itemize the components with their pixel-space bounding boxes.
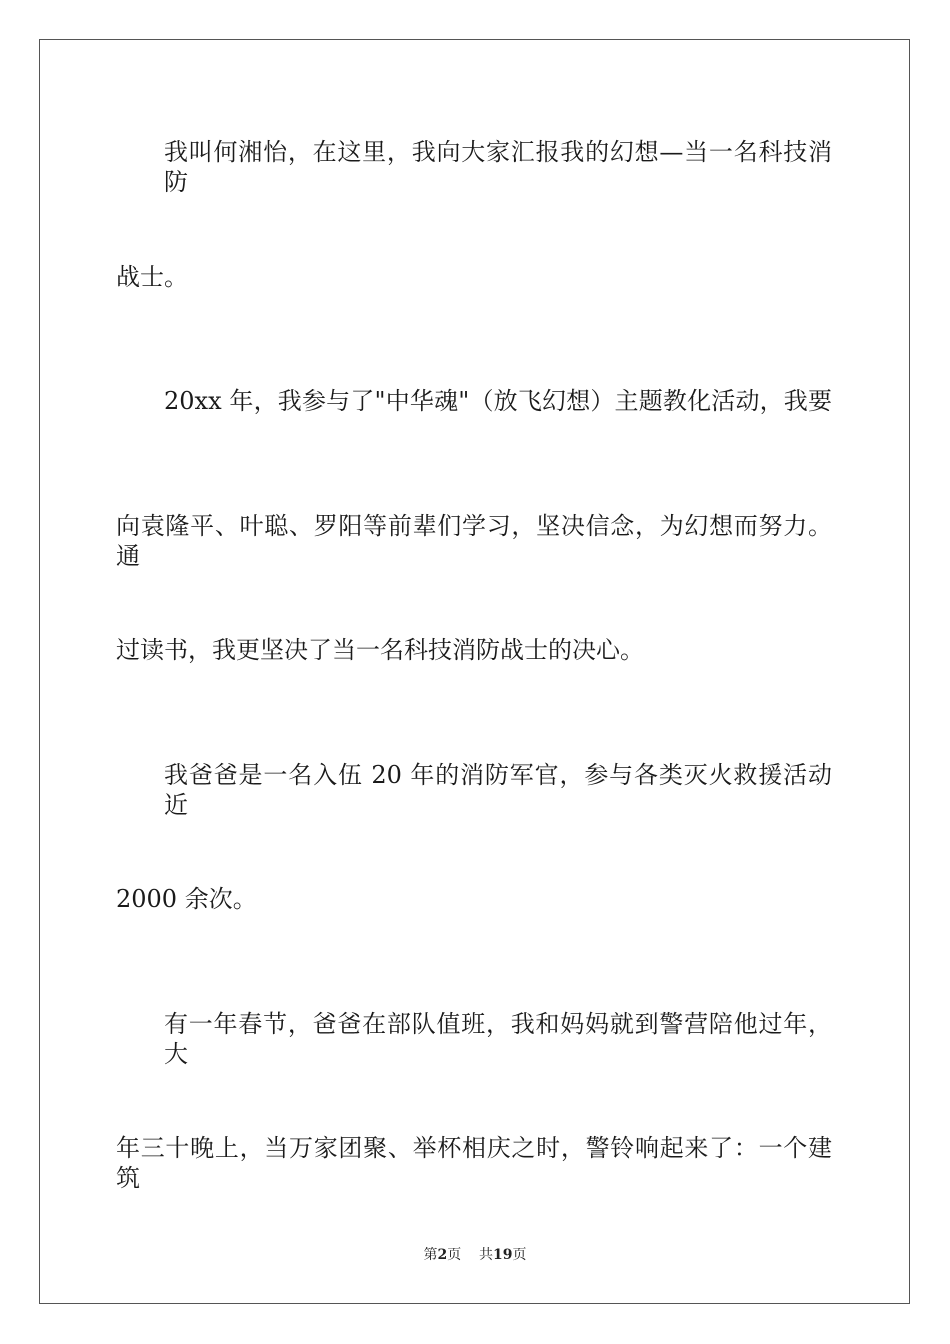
total-suffix: 页 bbox=[512, 1247, 527, 1263]
page-prefix: 第 bbox=[423, 1247, 438, 1263]
paragraph-2-line-1: 20xx 年，我参与了"中华魂"（放飞幻想）主题教化活动，我要 bbox=[164, 387, 832, 415]
total-prefix: 共 bbox=[479, 1247, 494, 1263]
total-pages: 19 bbox=[493, 1247, 513, 1263]
page-suffix: 页 bbox=[447, 1247, 462, 1263]
page-footer bbox=[0, 1245, 950, 1265]
current-page: 2 bbox=[437, 1247, 448, 1263]
page-border bbox=[39, 39, 910, 1304]
paragraph-1-line-1: 我叫何湘怡，在这里，我向大家汇报我的幻想—当一名科技消防 bbox=[164, 138, 832, 196]
page-total bbox=[479, 1247, 526, 1263]
paragraph-2-line-3: 过读书，我更坚决了当一名科技消防战士的决心。 bbox=[116, 636, 644, 664]
paragraph-3-line-1: 我爸爸是一名入伍 20 年的消防军官，参与各类灭火救援活动近 bbox=[164, 761, 832, 819]
paragraph-1-line-2: 战士。 bbox=[116, 263, 188, 291]
page-number bbox=[423, 1247, 461, 1263]
paragraph-4-line-2: 年三十晚上，当万家团聚、举杯相庆之时，警铃响起来了：一个建筑 bbox=[116, 1134, 832, 1192]
paragraph-4-line-1: 有一年春节，爸爸在部队值班，我和妈妈就到警营陪他过年，大 bbox=[164, 1010, 832, 1068]
paragraph-3-line-2: 2000 余次。 bbox=[116, 885, 257, 913]
paragraph-2-line-2: 向袁隆平、叶聪、罗阳等前辈们学习，坚决信念，为幻想而努力。通 bbox=[116, 512, 832, 570]
